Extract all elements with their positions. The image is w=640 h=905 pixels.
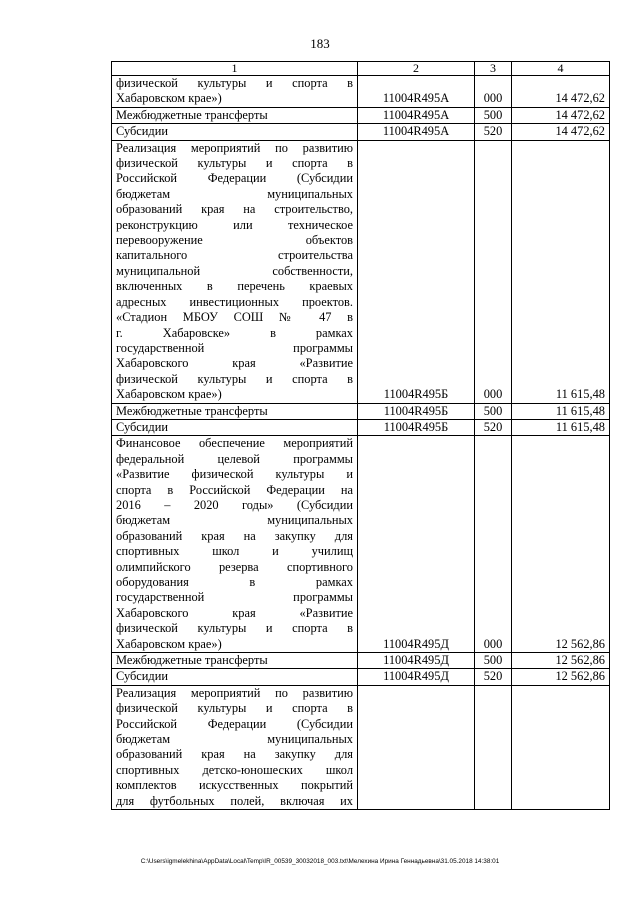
row-name-line: Межбюджетные трансферты bbox=[116, 403, 268, 418]
row-name-cell bbox=[112, 124, 358, 140]
row-name-line: Реализация мероприятий по развитию bbox=[116, 140, 353, 155]
table-body bbox=[112, 76, 610, 810]
row-name-line: комплектов искусственных покрытий bbox=[116, 778, 353, 793]
table-row bbox=[112, 140, 610, 403]
row-name-line: физической культуры и спорта в bbox=[116, 156, 353, 171]
row-expense-type-cell bbox=[475, 685, 512, 809]
row-expense-type-cell: 000 bbox=[475, 140, 512, 403]
row-name-line: спортивных школ и училищ bbox=[116, 544, 353, 559]
row-name-line: физической культуры и спорта в bbox=[116, 76, 353, 90]
row-code-cell bbox=[358, 685, 475, 809]
row-name-line: Субсидии bbox=[116, 419, 168, 434]
row-code-cell: 11004R495Б bbox=[358, 419, 475, 435]
page-number: 183 bbox=[310, 36, 330, 51]
table-row bbox=[112, 653, 610, 669]
row-expense-type-cell: 520 bbox=[475, 669, 512, 685]
row-name-line: включенных в перечень краевых bbox=[116, 279, 353, 294]
row-name-cell bbox=[112, 107, 358, 123]
row-amount-cell: 11 615,48 bbox=[512, 403, 610, 419]
row-name-line: Хабаровского края «Развитие bbox=[116, 605, 353, 620]
row-name-line: адресных инвестиционных проектов. bbox=[116, 294, 353, 309]
row-name-line: Хабаровского края «Развитие bbox=[116, 356, 353, 371]
row-code-cell: 11004R495A bbox=[358, 76, 475, 108]
row-name-line: Хабаровском крае») bbox=[116, 636, 222, 651]
column-header-code: 2 bbox=[358, 62, 475, 76]
row-name-line: Хабаровском крае») bbox=[116, 387, 222, 402]
column-header-amount: 4 bbox=[512, 62, 610, 76]
row-name-line: Российской Федерации (Субсидии bbox=[116, 171, 353, 186]
row-name-line: Межбюджетные трансферты bbox=[116, 107, 268, 122]
row-name-line: Российской Федерации (Субсидии bbox=[116, 716, 353, 731]
row-name-line: образований края на закупку для bbox=[116, 528, 353, 543]
row-name-line: Межбюджетные трансферты bbox=[116, 653, 268, 668]
row-name-line: спорта в Российской Федерации на bbox=[116, 482, 353, 497]
row-amount-cell: 12 562,86 bbox=[512, 669, 610, 685]
row-name-line: государственной программы bbox=[116, 590, 353, 605]
row-name-line: физической культуры и спорта в bbox=[116, 701, 353, 716]
row-name-line: г. Хабаровске» в рамках bbox=[116, 325, 353, 340]
table-row bbox=[112, 436, 610, 653]
table-row bbox=[112, 403, 610, 419]
row-expense-type-cell: 500 bbox=[475, 403, 512, 419]
file-path-footer: C:\Users\igmelekhina\AppData\Local\Temp\IR_00539_30032018_003.txt\Мелехина Ирина Геннадьевна\31.05.2018 14:38:01 bbox=[140, 858, 500, 865]
row-code-cell: 11004R495Д bbox=[358, 669, 475, 685]
row-code-cell: 11004R495Д bbox=[358, 436, 475, 653]
row-code-cell: 11004R495Д bbox=[358, 653, 475, 669]
row-name-line: реконструкцию или техническое bbox=[116, 217, 353, 232]
row-name-cell bbox=[112, 685, 358, 809]
row-code-cell: 11004R495A bbox=[358, 107, 475, 123]
row-code-cell: 11004R495A bbox=[358, 124, 475, 140]
row-name-line: Хабаровском крае») bbox=[116, 91, 222, 106]
row-name-line: «Развитие физической культуры и bbox=[116, 467, 353, 482]
row-amount-cell: 12 562,86 bbox=[512, 653, 610, 669]
row-amount-cell: 12 562,86 bbox=[512, 436, 610, 653]
row-name-line: спортивных детско-юношеских школ bbox=[116, 762, 353, 777]
table-row bbox=[112, 669, 610, 685]
column-header-name: 1 bbox=[112, 62, 358, 76]
table-row bbox=[112, 419, 610, 435]
row-expense-type-cell: 520 bbox=[475, 419, 512, 435]
row-name-line: бюджетам муниципальных bbox=[116, 732, 353, 747]
table-row bbox=[112, 124, 610, 140]
row-name-line: федеральной целевой программы bbox=[116, 451, 353, 466]
row-code-cell: 11004R495Б bbox=[358, 403, 475, 419]
row-name-line: бюджетам муниципальных bbox=[116, 513, 353, 528]
row-expense-type-cell: 520 bbox=[475, 124, 512, 140]
row-name-line: «Стадион МБОУ СОШ № 47 в bbox=[116, 310, 353, 325]
row-code-cell: 11004R495Б bbox=[358, 140, 475, 403]
row-expense-type-cell: 000 bbox=[475, 76, 512, 108]
row-name-line: Субсидии bbox=[116, 669, 168, 684]
row-name-cell bbox=[112, 419, 358, 435]
row-name-line: образований края на закупку для bbox=[116, 747, 353, 762]
row-name-line: перевооружение объектов bbox=[116, 233, 353, 248]
row-name-line: государственной программы bbox=[116, 340, 353, 355]
row-name-cell bbox=[112, 403, 358, 419]
row-amount-cell: 14 472,62 bbox=[512, 76, 610, 108]
row-name-cell bbox=[112, 653, 358, 669]
row-name-line: физической культуры и спорта в bbox=[116, 371, 353, 386]
table-row bbox=[112, 107, 610, 123]
row-name-line: 2016 – 2020 годы» (Субсидии bbox=[116, 497, 353, 512]
row-name-cell bbox=[112, 140, 358, 403]
row-name-cell bbox=[112, 436, 358, 653]
row-expense-type-cell: 500 bbox=[475, 107, 512, 123]
table-row bbox=[112, 76, 610, 108]
row-expense-type-cell: 500 bbox=[475, 653, 512, 669]
table-header-row bbox=[112, 62, 610, 76]
budget-table bbox=[111, 61, 610, 810]
row-name-line: бюджетам муниципальных bbox=[116, 186, 353, 201]
row-name-line: физической культуры и спорта в bbox=[116, 621, 353, 636]
row-name-line: Субсидии bbox=[116, 124, 168, 139]
row-name-line: оборудования в рамках bbox=[116, 575, 353, 589]
row-name-line: олимпийского резерва спортивного bbox=[116, 559, 353, 574]
row-name-cell bbox=[112, 76, 358, 108]
row-name-cell bbox=[112, 669, 358, 685]
row-amount-cell: 11 615,48 bbox=[512, 419, 610, 435]
row-amount-cell: 14 472,62 bbox=[512, 124, 610, 140]
row-name-line: капитального строительства bbox=[116, 248, 353, 263]
row-name-line: Финансовое обеспечение мероприятий bbox=[116, 436, 353, 451]
row-name-line: образований края на строительство, bbox=[116, 202, 353, 217]
column-header-expense-type: 3 bbox=[475, 62, 512, 76]
table-row bbox=[112, 685, 610, 809]
row-amount-cell bbox=[512, 685, 610, 809]
row-expense-type-cell: 000 bbox=[475, 436, 512, 653]
row-amount-cell: 14 472,62 bbox=[512, 107, 610, 123]
row-amount-cell: 11 615,48 bbox=[512, 140, 610, 403]
row-name-line: муниципальной собственности, bbox=[116, 263, 353, 278]
row-name-line: Реализация мероприятий по развитию bbox=[116, 685, 353, 700]
row-name-line: для футбольных полей, включая их bbox=[116, 793, 353, 808]
